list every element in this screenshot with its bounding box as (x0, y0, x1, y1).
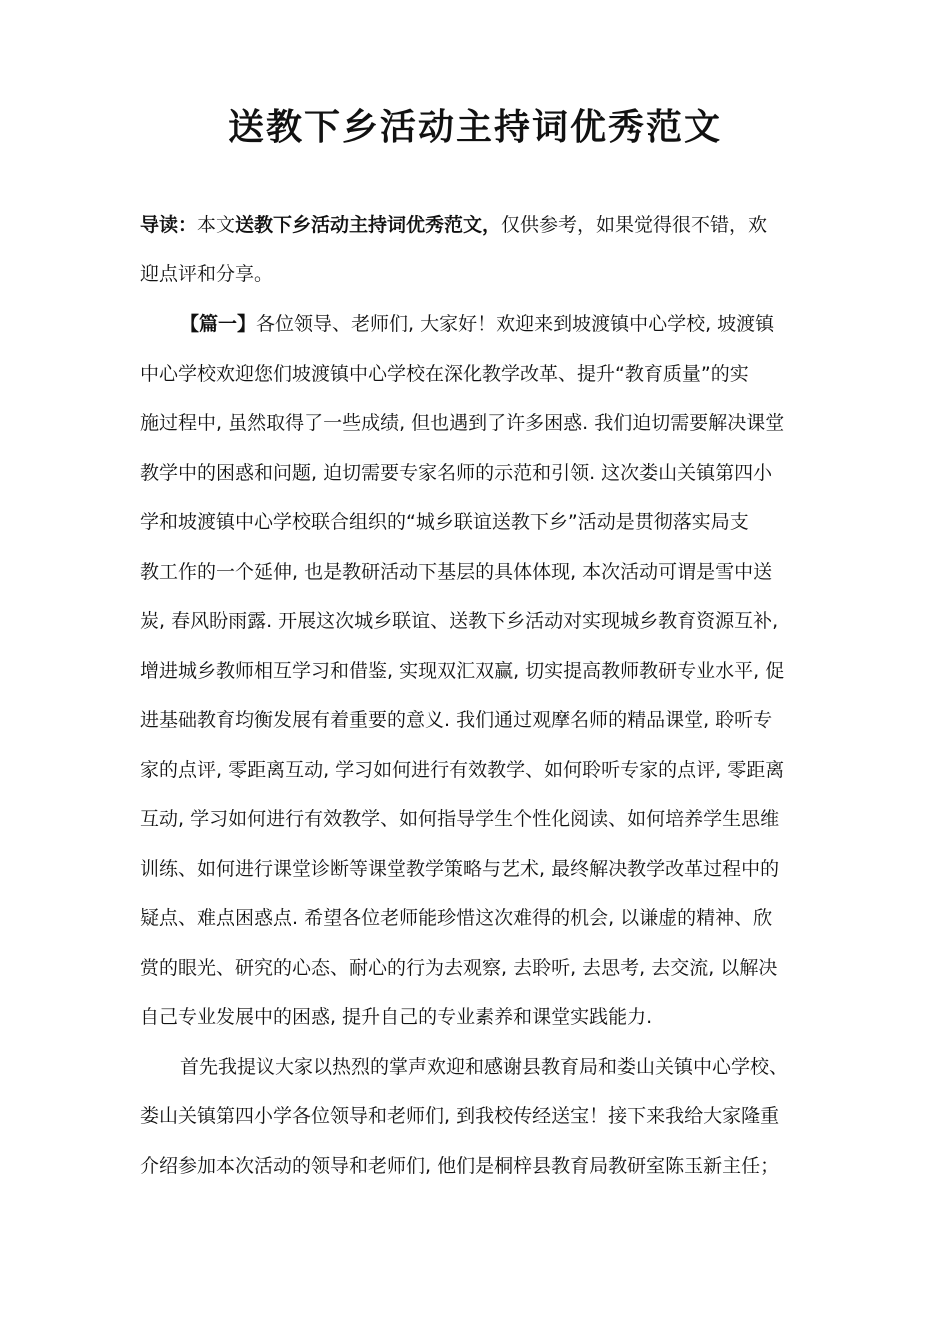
para1-line-15: 自己专业发展中的困惑, 提升自己的专业素养和课堂实践能力. (140, 1006, 653, 1028)
para1-line-10: 家的点评, 零距离互动, 学习如何进行有效教学、如何聆听专家的点评, 零距离 (140, 759, 785, 781)
para1-line-1-text: 各位领导、老师们, 大家好！欢迎来到坡渡镇中心学校, 坡渡镇 (256, 313, 775, 335)
para2-line-2: 娄山关镇第四小学各位领导和老师们, 到我校传经送宝！接下来我给大家隆重 (140, 1105, 780, 1127)
para1-line-7: 炭, 春风盼雨露. 开展这次城乡联谊、送教下乡活动对实现城乡教育资源互补, (140, 610, 779, 632)
para1-line-4: 教学中的困惑和问题, 迫切需要专家名师的示范和引领. 这次娄山关镇第四小 (140, 462, 773, 484)
intro-line-2: 迎点评和分享。 (140, 263, 274, 285)
para1-line-2: 中心学校欢迎您们坡渡镇中心学校在深化教学改革、提升“教育质量”的实 (140, 363, 749, 385)
para1-line-1 (180, 309, 774, 339)
para2-line-3: 介绍参加本次活动的领导和老师们, 他们是桐梓县教育局教研室陈玉新主任； (140, 1155, 780, 1177)
para1-line-11: 互动, 学习如何进行有效教学、如何指导学生个性化阅读、如何培养学生思维 (140, 808, 780, 830)
para1-tag: 【篇一】 (180, 313, 257, 335)
intro-post: 仅供参考，如果觉得很不错，欢 (501, 214, 768, 236)
intro-bold-title: 送教下乡活动主持词优秀范文， (235, 214, 502, 236)
para1-line-5: 学和坡渡镇中心学校联合组织的“城乡联谊送教下乡”活动是贯彻落实局支 (140, 511, 749, 533)
para1-line-14: 赏的眼光、研究的心态、耐心的行为去观察, 去聆听, 去思考, 去交流, 以解决 (140, 957, 778, 979)
para1-line-6: 教工作的一个延伸, 也是教研活动下基层的具体体现, 本次活动可谓是雪中送 (140, 561, 773, 583)
para1-line-9: 进基础教育均衡发展有着重要的意义. 我们通过观摩名师的精品课堂, 聆听专 (140, 709, 773, 731)
para1-line-12: 训练、如何进行课堂诊断等课堂教学策略与艺术, 最终解决教学改革过程中的 (140, 858, 780, 880)
intro-label: 导读： (140, 214, 198, 236)
para1-line-3: 施过程中, 虽然取得了一些成绩, 但也遇到了许多困惑. 我们迫切需要解决课堂 (140, 412, 785, 434)
document-title: 送教下乡活动主持词优秀范文 (227, 107, 722, 148)
para1-line-8: 增进城乡教师相互学习和借鉴, 实现双汇双赢, 切实提高教师教研专业水平, 促 (140, 660, 785, 682)
intro-pre: 本文 (197, 214, 236, 236)
para1-line-13: 疑点、难点困惑点. 希望各位老师能珍惜这次难得的机会, 以谦虚的精神、欣 (140, 907, 773, 929)
para2-line-1: 首先我提议大家以热烈的掌声欢迎和感谢县教育局和娄山关镇中心学校、 (180, 1056, 789, 1078)
intro-line-1 (140, 210, 767, 240)
